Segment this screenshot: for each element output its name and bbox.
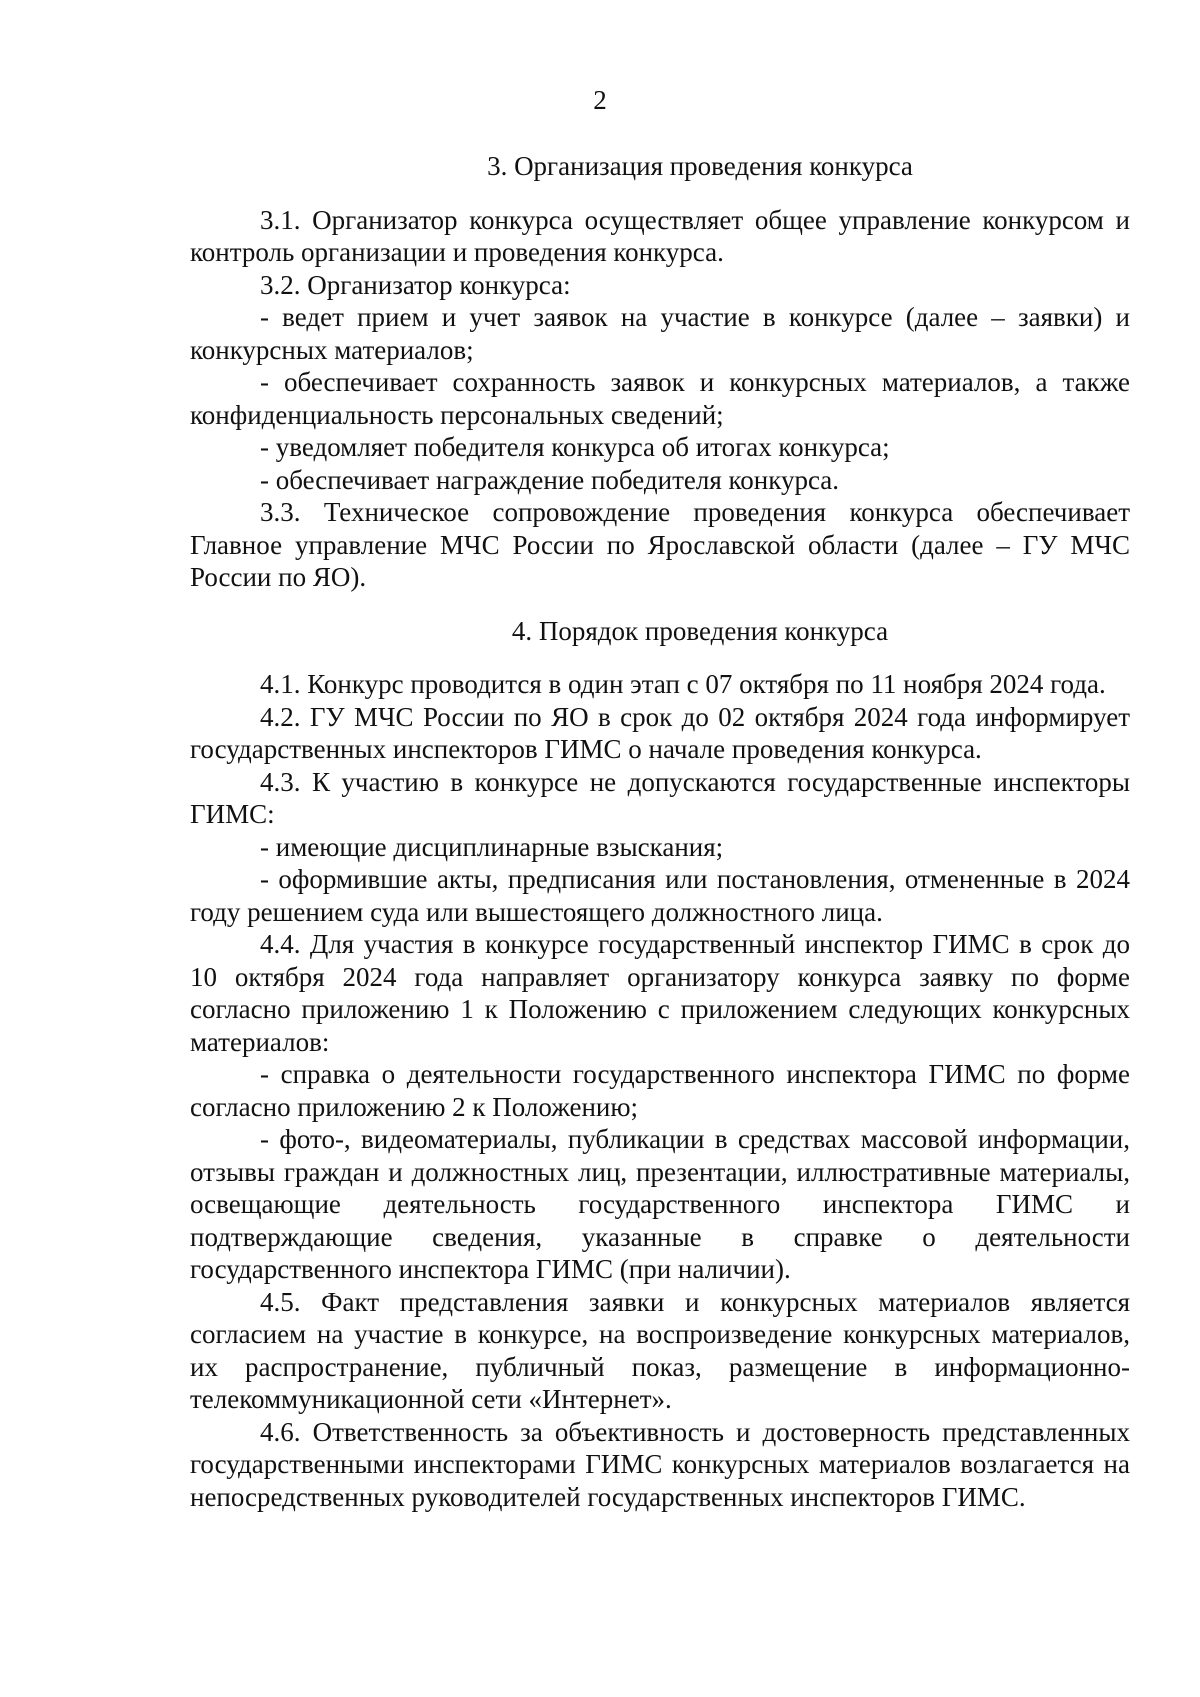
document-body <box>190 150 1130 1513</box>
paragraph-4-4: 4.4. Для участия в конкурсе государственный инспектор ГИМС в срок до 10 октября 2024 года направляет организатору конкурса заявку по форме согласно приложению 1 к Положению с приложением следующих конкурсных материалов: <box>190 929 1130 1057</box>
list-item-4-3-b: - оформившие акты, предписания или постановления, отмененные в 2024 году решением суда или вышестоящего должностного лица. <box>190 864 1130 927</box>
section-heading-4: 4. Порядок проведения конкурса <box>511 615 889 646</box>
paragraph-4-3: 4.3. К участию в конкурсе не допускаются государственные инспекторы ГИМС: <box>190 766 1130 829</box>
list-item-4-4-a: - справка о деятельности государственного инспектора ГИМС по форме согласно приложению 2 к Положению; <box>190 1059 1130 1122</box>
paragraph-3-3: 3.3. Техническое сопровождение проведения конкурса обеспечивает Главное управление МЧС России по Ярославской области (далее – ГУ МЧС России по ЯО). <box>190 497 1130 592</box>
section-heading-3: 3. Организация проведения конкурса <box>487 151 913 181</box>
paragraph-4-5: 4.5. Факт представления заявки и конкурсных материалов является согласием на участие в конкурсе, на воспроизведение конкурсных материалов, их распространение, публичный показ, размещение в информационно-телекоммуникационной сети «Интернет». <box>190 1286 1130 1414</box>
paragraph-4-6: 4.6. Ответственность за объективность и достоверность представленных государственными инспекторами ГИМС конкурсных материалов возлагается на непосредственных руководителей государственных инспекторов ГИМС. <box>190 1416 1130 1512</box>
paragraph-3-1: 3.1. Организатор конкурса осуществляет общее управление конкурсом и контроль организации и проведения конкурса. <box>190 204 1130 267</box>
list-item-3-2-b: - обеспечивает сохранность заявок и конкурсных материалов, а также конфиденциальность персональных сведений; <box>190 367 1130 430</box>
paragraph-4-1: 4.1. Конкурс проводится в один этап с 07 октября по 11 ноября 2024 года. <box>260 669 1106 699</box>
paragraph-4-2: 4.2. ГУ МЧС России по ЯО в срок до 02 октября 2024 года информирует государственных инспекторов ГИМС о начале проведения конкурса. <box>190 701 1130 764</box>
paragraph-3-2: 3.2. Организатор конкурса: <box>260 269 571 300</box>
list-item-4-3-a: - имеющие дисциплинарные взыскания; <box>260 831 724 862</box>
list-item-4-4-b: - фото-, видеоматериалы, публикации в средствах массовой информации, отзывы граждан и должностных лиц, презентации, иллюстративные материалы, освещающие деятельность государственного инспектора ГИМС и подтверждающие сведения, указанные в справке о деятельности государственного инспектора ГИМС (при наличии). <box>190 1124 1130 1284</box>
list-item-3-2-c: - уведомляет победителя конкурса об итогах конкурса; <box>260 432 890 462</box>
list-item-3-2-d: - обеспечивает награждение победителя конкурса. <box>260 464 840 495</box>
page-number: 2 <box>593 85 607 115</box>
list-item-3-2-a: - ведет прием и учет заявок на участие в конкурсе (далее – заявки) и конкурсных материалов; <box>190 302 1130 365</box>
